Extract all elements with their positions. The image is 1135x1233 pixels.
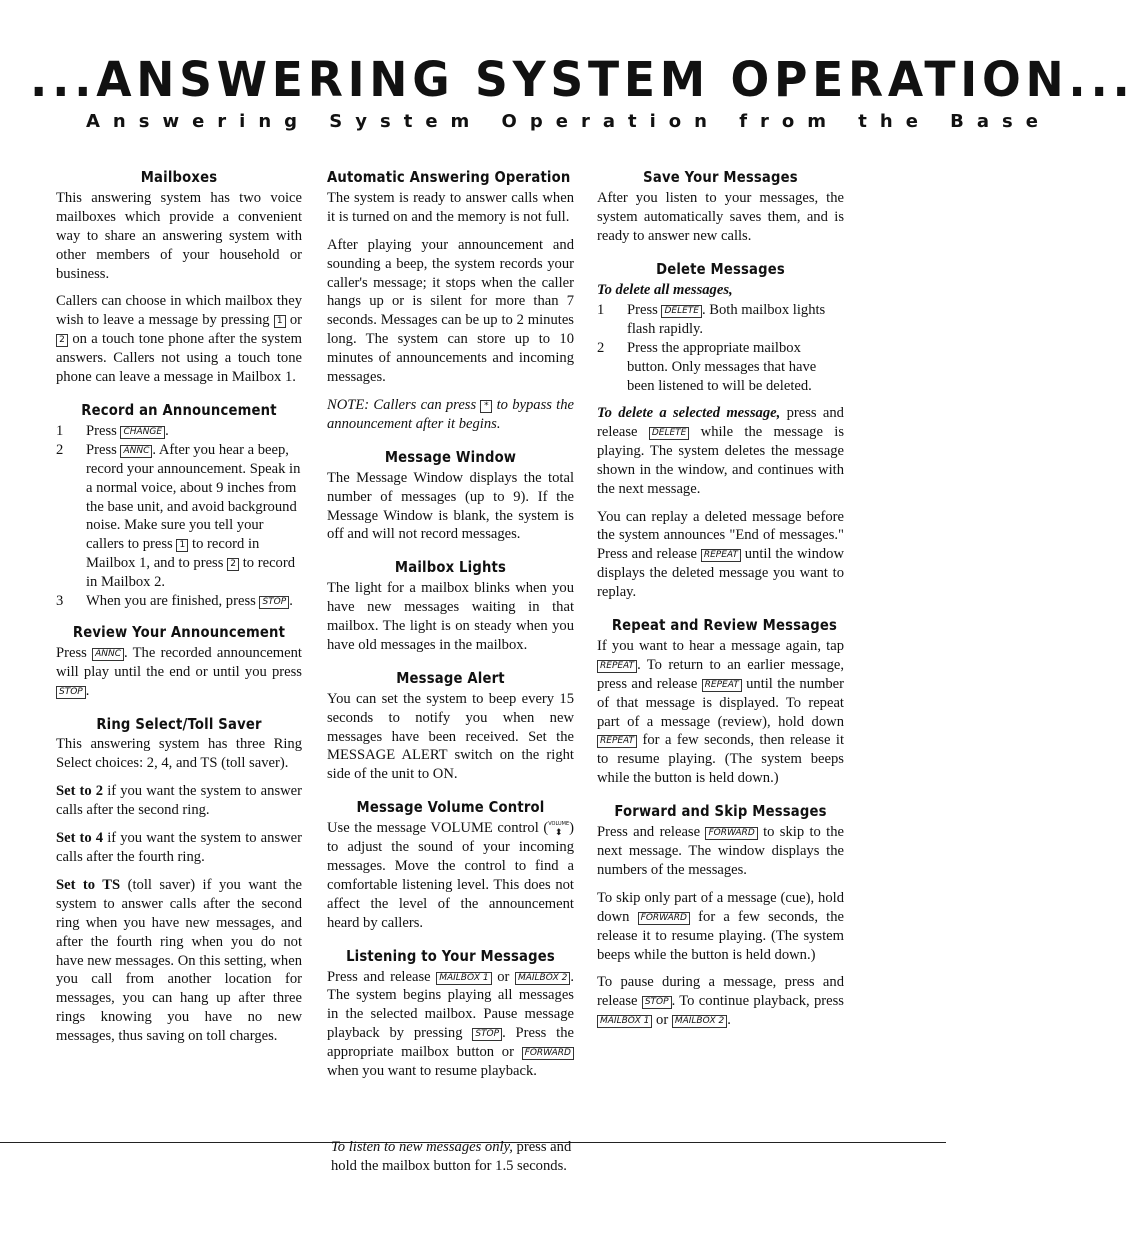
- ring-paragraph-4: Set to TS (toll saver) if you want the system to answer calls after the second ring when you have new messages, and after the fourth ring when you do not have new messages. On this setting, when you call from another location for messages, you can hang up after three rings knowing you have no new messages, thus saving on toll charges.: [56, 876, 302, 1045]
- volume-paragraph: Use the message VOLUME control ( VOLUME ⬍ ) to adjust the sound of your incoming messages. Move the control to find a comfortable listening level. This does not affect the level of the announcement heard by callers.: [327, 820, 574, 931]
- page-title: ...ANSWERING SYSTEM OPERATION...: [30, 52, 1135, 108]
- column-right: [597, 168, 844, 1039]
- mailbox1-button-icon: MAILBOX 1: [597, 1015, 652, 1028]
- forward-paragraph-1: Press and release FORWARD to skip to the next message. The window displays the numbers of the messages.: [597, 824, 845, 878]
- delete-intro: To delete all messages,: [597, 281, 733, 298]
- key-1-icon: 1: [274, 315, 286, 328]
- ring-paragraph-1: This answering system has three Ring Select choices: 2, 4, and TS (toll saver).: [56, 736, 302, 772]
- mailboxes-paragraph-1: This answering system has two voice mailboxes which provide a convenient way to share an answering system with other members of your household or business.: [56, 189, 302, 282]
- column-left: [56, 168, 302, 1055]
- alert-paragraph: You can set the system to beep every 15 seconds to notify you when new messages have been received. Set the MESSAGE ALERT switch on the right side of the unit to ON.: [327, 690, 574, 783]
- footer-note: To listen to new messages only, press and hold the mailbox button for 1.5 seconds.: [331, 1139, 572, 1174]
- stop-button-icon: STOP: [259, 596, 289, 609]
- heading-listening: Listening to Your Messages: [346, 946, 555, 965]
- heading-review-announcement: Review Your Announcement: [72, 622, 286, 641]
- forward-button-icon: FORWARD: [705, 827, 757, 840]
- stop-button-icon: STOP: [642, 996, 672, 1009]
- heading-message-alert: Message Alert: [396, 668, 505, 687]
- annc-button-icon: ANNC: [92, 648, 124, 661]
- heading-mailboxes: Mailboxes: [140, 168, 218, 186]
- forward-paragraph-2: To skip only part of a message (cue), hold down FORWARD for a few seconds, the release it to resume playing. (The system beeps while the button is held down.): [597, 889, 844, 963]
- auto-note: NOTE: Callers can press * to bypass the announcement after it begins.: [327, 396, 574, 432]
- repeat-button-icon: REPEAT: [701, 549, 741, 562]
- review-paragraph: Press ANNC . The recorded announcement will play until the end or until you press STOP .: [56, 644, 302, 699]
- annc-button-icon: ANNC: [120, 445, 152, 458]
- save-paragraph: After you listen to your messages, the system automatically saves them, and is ready to answer new calls.: [597, 189, 844, 244]
- record-step-1: 1 Press CHANGE .: [56, 422, 169, 439]
- repeat-button-icon: REPEAT: [597, 735, 637, 748]
- forward-button-icon: FORWARD: [638, 912, 690, 925]
- heading-record-announcement: Record an Announcement: [81, 400, 277, 419]
- lights-paragraph: The light for a mailbox blinks when you have new messages waiting in that mailbox. The light is on steady when you have old messages in the mailbox.: [327, 580, 574, 653]
- repeat-button-icon: REPEAT: [597, 660, 637, 673]
- delete-button-icon: DELETE: [661, 305, 702, 318]
- volume-dial-icon: VOLUME ⬍: [548, 820, 570, 838]
- column-middle: [327, 168, 574, 1090]
- mailbox1-button-icon: MAILBOX 1: [436, 972, 491, 985]
- heading-volume-control: Message Volume Control: [356, 798, 545, 817]
- mailboxes-paragraph-2: Callers can choose in which mailbox they wish to leave a message by pressing 1 or 2 on a touch tone phone after the system answers. Callers not using a touch tone phone can leave a message in Mailbox 1.: [56, 293, 302, 386]
- record-step-3: 3 When you are finished, press STOP .: [56, 593, 293, 610]
- delete-selected-paragraph: To delete a selected message, press and release DELETE while the message is playing. The system deletes the message shown in the window, and continues with the next message.: [597, 404, 844, 497]
- page-subtitle: Answering System Operation from the Base: [86, 111, 1051, 132]
- stop-button-icon: STOP: [56, 686, 86, 699]
- auto-paragraph-1: The system is ready to answer calls when it is turned on and the memory is not full.: [327, 189, 574, 225]
- heading-ring-select: Ring Select/Toll Saver: [96, 714, 262, 733]
- mailbox2-button-icon: MAILBOX 2: [515, 972, 570, 985]
- star-key-icon: *: [480, 400, 492, 413]
- delete-step-2: 2 Press the appropriate mailbox button. Only messages that have been listened to will be deleted.: [597, 340, 817, 395]
- delete-steps: [597, 301, 844, 396]
- heading-save-messages: Save Your Messages: [643, 168, 798, 186]
- listening-paragraph: Press and release MAILBOX 1 or MAILBOX 2 . The system begins playing all messages in the selected mailbox. Pause message playback by pressing STOP . Press the appropriate mailbox button or FORWARD when you want to resume playback.: [327, 968, 574, 1080]
- heading-message-window: Message Window: [384, 447, 517, 466]
- mailbox2-button-icon: MAILBOX 2: [672, 1015, 727, 1028]
- key-2-icon: 2: [227, 558, 239, 571]
- delete-step-1: 1 Press DELETE . Both mailbox lights flash rapidly.: [597, 302, 826, 338]
- heading-mailbox-lights: Mailbox Lights: [394, 558, 507, 577]
- heading-repeat-review: Repeat and Review Messages: [611, 616, 838, 635]
- repeat-paragraph: If you want to hear a message again, tap REPEAT . To return to an earlier message, press and release REPEAT until the number of that message is displayed. To repeat part of a message (review), hold down REPEAT for a few seconds, then release it to resume playing. (The system beeps while the button is held down.): [597, 637, 844, 787]
- record-step-2: 2 Press ANNC . After you hear a beep, record your announcement. Speak in a normal voice, about 9 inches from the base unit, and avoid background noise. Make sure you tell your callers to press 1 to record in Mailbox 1, and to press 2 to record in Mailbox 2.: [56, 441, 301, 591]
- key-1-icon: 1: [176, 539, 188, 552]
- heading-forward-skip: Forward and Skip Messages: [614, 802, 827, 821]
- heading-automatic-answering: Automatic Answering Operation: [327, 168, 571, 186]
- stop-button-icon: STOP: [472, 1028, 502, 1041]
- record-steps: [56, 422, 302, 611]
- change-button-icon: CHANGE: [120, 426, 165, 439]
- forward-button-icon: FORWARD: [522, 1047, 574, 1060]
- ring-paragraph-2: Set to 2 if you want the system to answer calls after the second ring.: [56, 783, 302, 819]
- replay-paragraph: You can replay a deleted message before the system announces "End of messages." Press and release REPEAT until the window displays the deleted message you want to replay.: [597, 508, 844, 601]
- auto-paragraph-2: After playing your announcement and sounding a beep, the system records your caller's message; it stops when the caller hangs up or is silent for more than 7 seconds. Messages can be up to 2 minutes long. The system can store up to 10 minutes of announcements and incoming messages.: [327, 236, 574, 386]
- ring-paragraph-3: Set to 4 if you want the system to answer calls after the fourth ring.: [56, 830, 302, 865]
- forward-paragraph-3: To pause during a message, press and release STOP . To continue playback, press MAILBOX 1 or MAILBOX 2 .: [597, 974, 844, 1029]
- window-paragraph: The Message Window displays the total number of messages (up to 9). If the Message Window is blank, the system is off and will not record messages.: [327, 469, 574, 543]
- heading-delete-messages: Delete Messages: [656, 259, 785, 278]
- delete-button-icon: DELETE: [649, 427, 690, 440]
- repeat-button-icon: REPEAT: [702, 679, 742, 692]
- key-2-icon: 2: [56, 334, 68, 347]
